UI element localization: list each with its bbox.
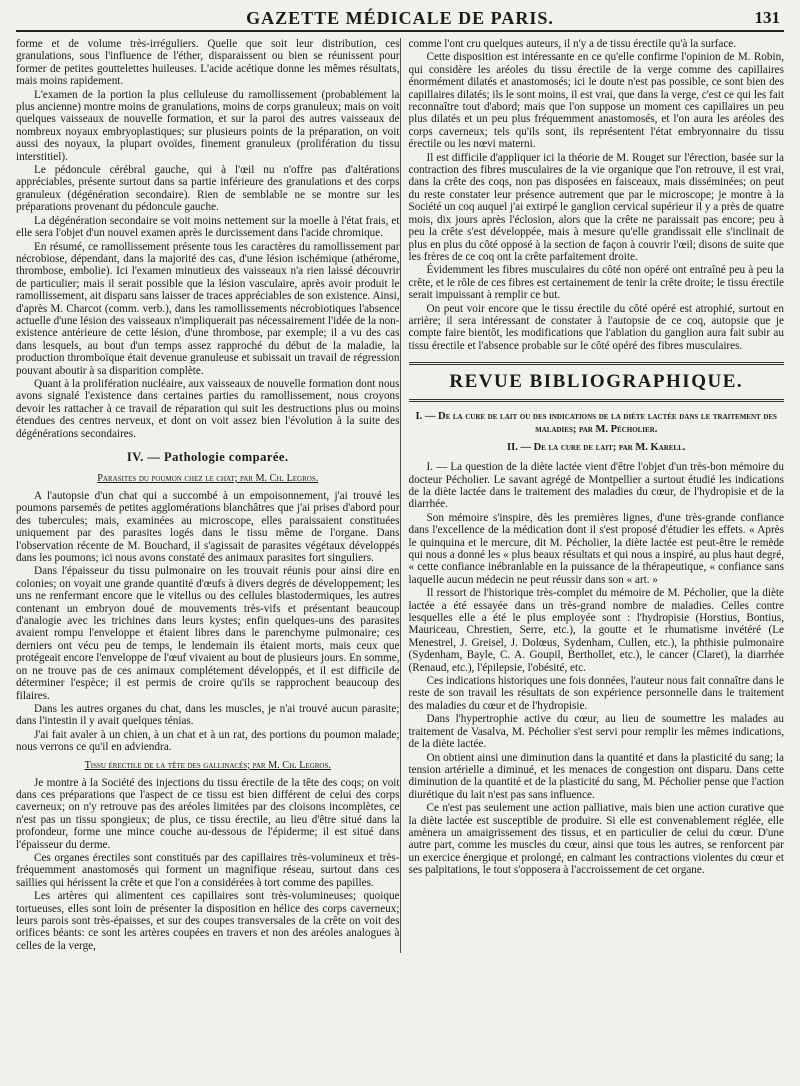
paragraph: La dégénération secondaire se voit moins nettement sur la moelle à l'état frais, et elle sera l'objet d'un nouvel examen après le durcissement dans l'acide chromique. [16,214,400,240]
section-banner: REVUE BIBLIOGRAPHIQUE. [409,362,785,402]
paragraph: Évidemment les fibres musculaires du côté non opéré ont entraîné peu à peu la crête, et le rôle de ces fibres est certainement de tenir la crête droite; le tissu érectile serait impuissant à remplir ce but. [408,264,784,302]
paragraph: Quant à la prolifération nucléaire, aux vaisseaux de nouvelle formation dont nous avons signalé l'existence dans certaines parties du ramollissement, nous croyons devoir les rattacher à ce travail de réparation qui suit les destructions plus ou moins étendues des centres nerveux, et dont on voit assez bien l'évolution à la suite des dégénérations secondaires. [16,377,400,440]
article-heading: Parasites du poumon chez le chat; par M. Ch. Legros. [97,473,319,484]
paragraph: A l'autopsie d'un chat qui a succombé à un empoisonnement, j'ai trouvé les poumons parsemés de petites agglomérations blanchâtres que j'ai prises d'abord pour des tubercules; mais, examinées au microscope, elles paraissaient constituées uniquement par des parasites logés dans le tissu même de l'organe. Dans l'observation récente de M. Bouchard, il s'agissait de parasites végétaux développés dans les poumons; ici nous avons constaté des animaux parasites fort singuliers. [16,490,400,565]
right-column [400,38,785,953]
page-number: 131 [754,8,780,27]
paragraph: Cette disposition est intéressante en ce qu'elle confirme l'opinion de M. Robin, qui considère les aréoles du tissu érectile de la verge comme des capillaires énormément dilatés et anastomosés; ici le doute n'est pas possible, ce sont bien des capillaires dilatés; ils le sont moins, il est vrai, que dans la verge, c'est ce qui les fait reconnaître tout d'abord; mais que l'on suppose un moment ces capillaires un peu plus dilatés et un peu plus fréquemment anastomosés, et l'on aura les aréoles des corps caverneux; tels qu'ils sont, ils représentent l'état embryonnaire du tissu érectile ou les nœvi materni. [408,51,784,151]
paragraph: comme l'ont cru quelques auteurs, il n'y a de tissu érectile qu'à la surface. [408,38,737,50]
paragraph: Ces indications historiques une fois données, l'auteur nous fait connaître dans le reste de son travail les résultats de son expérience personnelle dans le traitement des maladies du cœur et de l'hydropisie. [408,675,784,712]
paragraph: I. — La question de la diète lactée vient d'être l'objet d'un très-bon mémoire du docteur Pécholier. Le savant agrégé de Montpellier a surtout étudié les indications de la diète lactée dans le traitement des maladies du cœur, de l'hydropisie et de la diarrhée. [408,461,784,511]
paragraph: Dans l'hypertrophie active du cœur, au lieu de soumettre les malades au traitement de Vasalva, M. Pécholier s'est servi pour remplir les mêmes indications, de la diète lactée. [408,713,784,751]
page-header [16,8,784,32]
paragraph: Son mémoire s'inspire, dès les premières lignes, d'une très-grande confiance dans l'excellence de la médication dont il s'est proposé d'étudier les effets. « Après le quinquina et le mercure, dit M. Pécholier, la diète lactée est peut-être le remède qui nous a donné les « plus beaux résultats et qui nous a inspiré, au plus haut degré, « cette confiance inébranlable en la puissance de la thérapeutique, « confiance sans laquelle aucun médecin ne peut réussir dans son « art. » [408,511,784,586]
paragraph: Le pédoncule cérébral gauche, qui à l'œil nu n'offre pas d'altérations appréciables, présente surtout dans sa partie inférieure des granulations et des corps granuleux (dégénération secondaire). Rien de semblable ne se montre sur les préparations provenant du pédoncule gauche. [16,164,400,214]
paragraph: Les artères qui alimentent ces capillaires sont très-volumineuses; quoique tortueuses, elles sont loin de présenter la disposition en hélice des corps caverneux; leurs parois sont très-épaisses, et sur des coupes transversales de la crête on voit des orifices béants: ce sont les artères coupées en travers et non des aréoles analogues à celles de la verge, [16,890,400,952]
section-heading: IV. — Pathologie comparée. [126,450,289,464]
paragraph: Je montre à la Société des injections du tissu érectile de la tête des coqs; on voit dans ces préparations que l'aspect de ce tissu est bien différent de celui des corps caverneux; on n'y retrouve pas des aréoles limitées par des cloisons incomplètes, ce n'est pas un tissu spongieux; de plus, ce tissu érectile, au lieu d'être situé dans la profondeur, forme une mince couche au-dessous de l'épiderme; il est situé dans l'épaisseur du derme. [16,776,400,851]
left-column [16,38,400,953]
paragraph: Il ressort de l'historique très-complet du mémoire de M. Pécholier, que la diète lactée a été essayée dans un très-grand nombre de maladies. Celles contre lesquelles elle a été le plus employée sont : l'hydropisie (Horstius, Bontius, Mauriceau, Chrestien, Serre, etc.), la goutte et le rhumatisme invétéré (Le Menestrel, J. Greisel, J. Dolœus, Sydenham, Cullen, etc.), la phthisie pulmonaire (Sydenham, Bayle, C. A. Goupil, Berthollet, etc.), le cancer (Claret), la diarrhée (Renaud, etc.), l'épilepsie, l'obésité, etc. [408,587,784,674]
paragraph: Ce n'est pas seulement une action palliative, mais bien une action curative que la diète lactée est susceptible de produire. Si elle est convenablement réglée, elle amènera un amaigrissement des tissus, et en particulier de celui du cœur. D'une autre part, comme les muscles du cœur, ainsi que tous les autres, se renforcent par un exercice énergique et prolongé, en calmant les contractions violentes du cœur et ses palpitations, le tout s'opposera à l'accroissement de cet organe. [408,802,784,877]
paragraph: En résumé, ce ramollissement présente tous les caractères du ramollissement par nécrobiose, dépendant, dans la majorité des cas, d'une lésion ischémique (athérome, thrombose, embolie). Ici l'examen minutieux des vaisseaux n'a rien laissé découvrir de particulier; mais il serait possible que la lésion vasculaire, après avoir produit le ramollissement, ait disparu sans laisser de traces appréciables de son existence. Ainsi, d'après M. Charcot (comm. verb.), dans les ramollissements nécrobiotiques l'absence actuelle d'une lésion des vaisseaux n'impliquerait pas nécessairement l'idée de la non-existence antérieure de cette lésion, d'une thrombose, par exemple; il a vu des cas dans lesquels, au bout d'un temps assez rapproché du début de la maladie, la production thromboïque était devenue granuleuse et subissait un travail de régression pouvant aboutir à sa disparition complète. [16,240,400,377]
journal-title: GAZETTE MÉDICALE DE PARIS. [246,8,554,28]
paragraph: J'ai fait avaler à un chien, à un chat et à un rat, des portions du poumon malade; nous verrons ce qu'il en adviendra. [16,728,400,754]
paragraph: forme et de volume très-irréguliers. Quelle que soit leur distribution, ces granulations, sous l'influence de l'éther, disparaissent ou bien se réunissent pour former de petites gouttelettes huileuses. L'acide acétique donne les mêmes résultats, mais moins rapidement. [16,38,400,88]
paragraph: On obtient ainsi une diminution dans la quantité et dans la plasticité du sang; la tension artérielle a diminué, et les menaces de congestion ont disparu. Dans cette diminution de la quantité et de la plasticité du sang, M. Pécholier pense que l'action diurétique du lait n'est pas sans influence. [408,751,784,801]
columns [12,38,788,953]
paragraph: L'examen de la portion la plus celluleuse du ramollissement (probablement la plus ancienne) montre moins de granulations, moins de corps granuleux; mais on voit quelques vaisseaux de nouvelle formation, et sur la paroi des autres vaisseaux de nombreux noyaux embryoplastiques; sur plusieurs points de la préparation, on voit aussi des noyaux, la plupart ovoïdes, finement granuleux (prolifération du tissu interstitiel). [16,88,400,163]
article-heading: II. — De la cure de lait; par M. Karell. [507,442,686,454]
paragraph: Il est difficile d'appliquer ici la théorie de M. Rouget sur l'érection, basée sur la contraction des fibres musculaires de la vie organique que l'on retrouve, il est vrai, dans la crête des coqs, non pas disposées en faisceaux, mais disséminées; on peut du reste constater leur présence autrement que par le microscope; je montre à la Société un coq auquel j'ai extirpé le ganglion cervical supérieur il y a près de quatre mois, dix jours après l'éclosion, alors que la crête ne paraissait pas encore; peu à peu la crête s'est développée, mais à mesure qu'elle grandissait elle s'inclinait de plus en plus du côté opposé à la section de façon à couvrir l'œil; disons de suite que les frères de ce coq ont la crête parfaitement droite. [408,151,784,263]
article-heading: I. — De la cure de lait ou des indications de la diète lactée dans le traitement des maladies; par M. Pécholier. [415,411,777,436]
paragraph: Dans l'épaisseur du tissu pulmonaire on les trouvait réunis pour ainsi dire en colonies; on voyait une grande quantité d'œufs à divers degrés de développement; les uns ne renfermant encore que le vitellus ou des cellules blastodermiques, les autres contenant un embryon doué de mouvements très-vifs et présentant beaucoup d'analogie avec les trichines dans leurs kystes; enfin quelques-uns des parasites avaient rompu l'enveloppe et étaient libres dans le parenchyme pulmonaire; ces derniers ont vécu peu de temps, le lendemain ils étaient morts, mais ceux que protégeait encore l'enveloppe de l'œuf vivaient au bout de plusieurs jours. En somme, on ne trouve pas de ces animaux complétement développés, et il est difficile de déterminer l'espèce; il est permis de croire qu'ils se rapprochent beaucoup des filaires. [16,565,400,702]
paragraph: On peut voir encore que le tissu érectile du côté opéré est atrophié, surtout en arrière; il sera intéressant de constater à l'autopsie de ce coq, autopsie que je compte faire bientôt, les modifications que l'ablation du ganglion aura fait subir au tissu érectile et l'absence probable sur le côté opéré des fibres musculaires. [408,302,784,352]
article-heading: Tissu érectile de la tête des gallinacés; par M. Ch. Legros. [84,759,331,771]
paragraph: Dans les autres organes du chat, dans les muscles, je n'ai trouvé aucun parasite; dans l'intestin il y avait quelques ténias. [16,702,400,728]
paragraph: Ces organes érectiles sont constitués par des capillaires très-volumineux et très-fréquemment anastomosés qui forment un magnifique réseau, surtout dans ces saillies qui hérissent la crête et que l'on a considérées à tort comme des papilles. [16,851,400,889]
